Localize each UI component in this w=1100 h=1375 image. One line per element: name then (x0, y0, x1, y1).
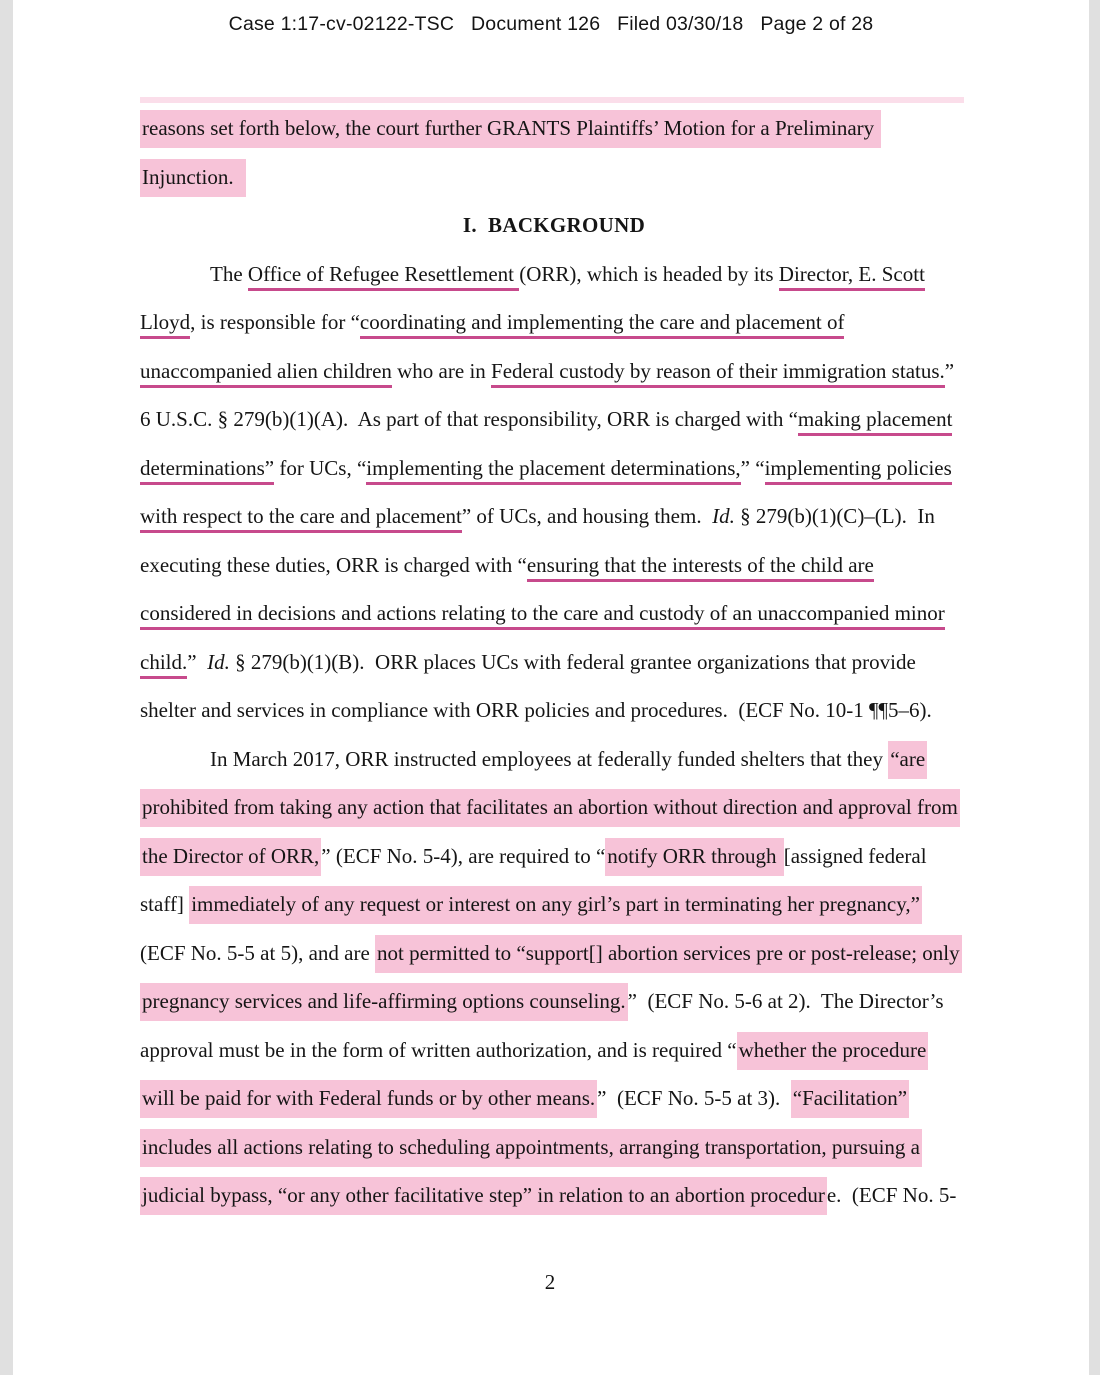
highlighted-text: “Facilitation” (791, 1080, 909, 1118)
plain-text: § 279(b)(1)(C)–(L). In (734, 504, 935, 528)
text-line (140, 444, 968, 493)
text-line (140, 104, 968, 153)
highlighted-text: immediately of any request or interest on any girl’s part in terminating her pregnancy,” (189, 886, 922, 924)
plain-text: [assigned federal (783, 843, 927, 868)
text-line (140, 541, 968, 590)
highlighted-text: will be paid for with Federal funds or by other means. (140, 1080, 597, 1118)
underlined-text: Director, E. Scott (779, 262, 925, 291)
plain-text: ” “ (740, 455, 765, 480)
text-line (140, 1171, 968, 1220)
highlighted-text: reasons set forth below, the court further GRANTS Plaintiffs’ Motion for a Preliminary (140, 110, 881, 148)
plain-text: who are in (391, 358, 492, 383)
highlighted-text: “are (888, 741, 927, 779)
plain-text: approval must be in the form of written authorization, and is required “ (140, 1037, 737, 1062)
text-line (140, 492, 968, 541)
ecf-filing-header: Case 1:17-cv-02122-TSC Document 126 Filed 03/30/18 Page 2 of 28 (228, 13, 874, 35)
highlighted-text: not permitted to “support[] abortion services pre or post-release; only (375, 935, 962, 973)
document-body (140, 104, 968, 1220)
underlined-text: Federal custody by reason of their immigration status. (491, 359, 945, 388)
plain-text: In March 2017, ORR instructed employees at federally funded shelters that they (210, 746, 889, 771)
plain-text: e. (ECF No. 5- (826, 1183, 957, 1207)
highlighted-text: whether the procedure (737, 1032, 929, 1070)
highlighted-text: pregnancy services and life-affirming options counseling. (140, 983, 628, 1021)
highlight-remnant-strip (140, 97, 964, 103)
underlined-text: making placement (798, 407, 953, 436)
highlighted-text: the Director of ORR, (140, 838, 321, 876)
section-heading (140, 201, 968, 250)
plain-text: staff] (140, 892, 190, 916)
highlighted-text: judicial bypass, “or any other facilitative step” in relation to an abortion procedur (140, 1177, 827, 1215)
text-line (140, 250, 968, 299)
plain-text: executing these duties, ORR is charged with “ (140, 552, 527, 577)
underlined-text: with respect to the care and placement (140, 504, 462, 533)
text-line (140, 1074, 968, 1123)
text-line (140, 153, 968, 202)
text-line (140, 347, 968, 396)
plain-text: ” (187, 649, 208, 674)
underlined-text: coordinating and implementing the care and placement of (360, 310, 845, 339)
text-line (140, 735, 968, 784)
plain-text: shelter and services in compliance with ORR policies and procedures. (ECF No. 10-1 ¶¶5–6). (140, 698, 932, 722)
text-line (140, 783, 968, 832)
text-line (140, 298, 968, 347)
plain-text: for UCs, “ (274, 455, 367, 480)
text-line (140, 832, 968, 881)
plain-text: ” (ECF No. 5-5 at 3). (597, 1086, 791, 1110)
highlighted-text: prohibited from taking any action that facilitates an abortion without direction and approval from (140, 789, 960, 827)
underlined-text: Lloyd (140, 310, 190, 339)
plain-text: § 279(b)(1)(B). ORR places UCs with federal grantee organizations that provide (229, 649, 916, 674)
plain-text: I. BACKGROUND (462, 213, 646, 237)
underlined-text: Office of Refugee Resettlement (248, 262, 519, 291)
underlined-text: considered in decisions and actions relating to the care and custody of an unaccompanied minor (140, 601, 945, 630)
plain-text: Id. (712, 504, 735, 528)
plain-text: The (210, 261, 248, 286)
plain-text: Id. (207, 649, 230, 674)
plain-text: ” (944, 358, 955, 383)
plain-text: ” of UCs, and housing them. (461, 504, 713, 528)
text-line (140, 395, 968, 444)
plain-text: ” (ECF No. 5-4), are required to “ (321, 843, 606, 868)
underlined-text: ensuring that the interests of the child are (527, 553, 874, 582)
underlined-text: unaccompanied alien children (140, 359, 392, 388)
text-line (140, 638, 968, 687)
underlined-text: determinations” (140, 456, 274, 485)
highlighted-text: Injunction. (140, 159, 246, 197)
underlined-text: implementing the placement determinations, (366, 456, 740, 485)
text-line (140, 1123, 968, 1172)
plain-text: 6 U.S.C. § 279(b)(1)(A). As part of that responsibility, ORR is charged with “ (140, 407, 798, 431)
text-line (140, 929, 968, 978)
text-line (140, 686, 968, 735)
plain-text: (ORR), which is headed by its (519, 261, 779, 286)
text-line (140, 977, 968, 1026)
highlighted-text: notify ORR through (605, 838, 783, 876)
scan-edge-right (1089, 0, 1100, 1375)
scan-edge-left (0, 0, 13, 1375)
underlined-text: implementing policies (765, 456, 952, 485)
page-number: 2 (544, 1270, 556, 1294)
text-line (140, 589, 968, 638)
underlined-text: child. (140, 650, 187, 679)
plain-text: ” (ECF No. 5-6 at 2). The Director’s (627, 989, 944, 1013)
highlighted-text: includes all actions relating to scheduling appointments, arranging transportation, pursuing a (140, 1129, 922, 1167)
plain-text: (ECF No. 5-5 at 5), and are (140, 940, 376, 965)
text-line (140, 880, 968, 929)
plain-text: , is responsible for “ (190, 310, 360, 334)
text-line (140, 1026, 968, 1075)
